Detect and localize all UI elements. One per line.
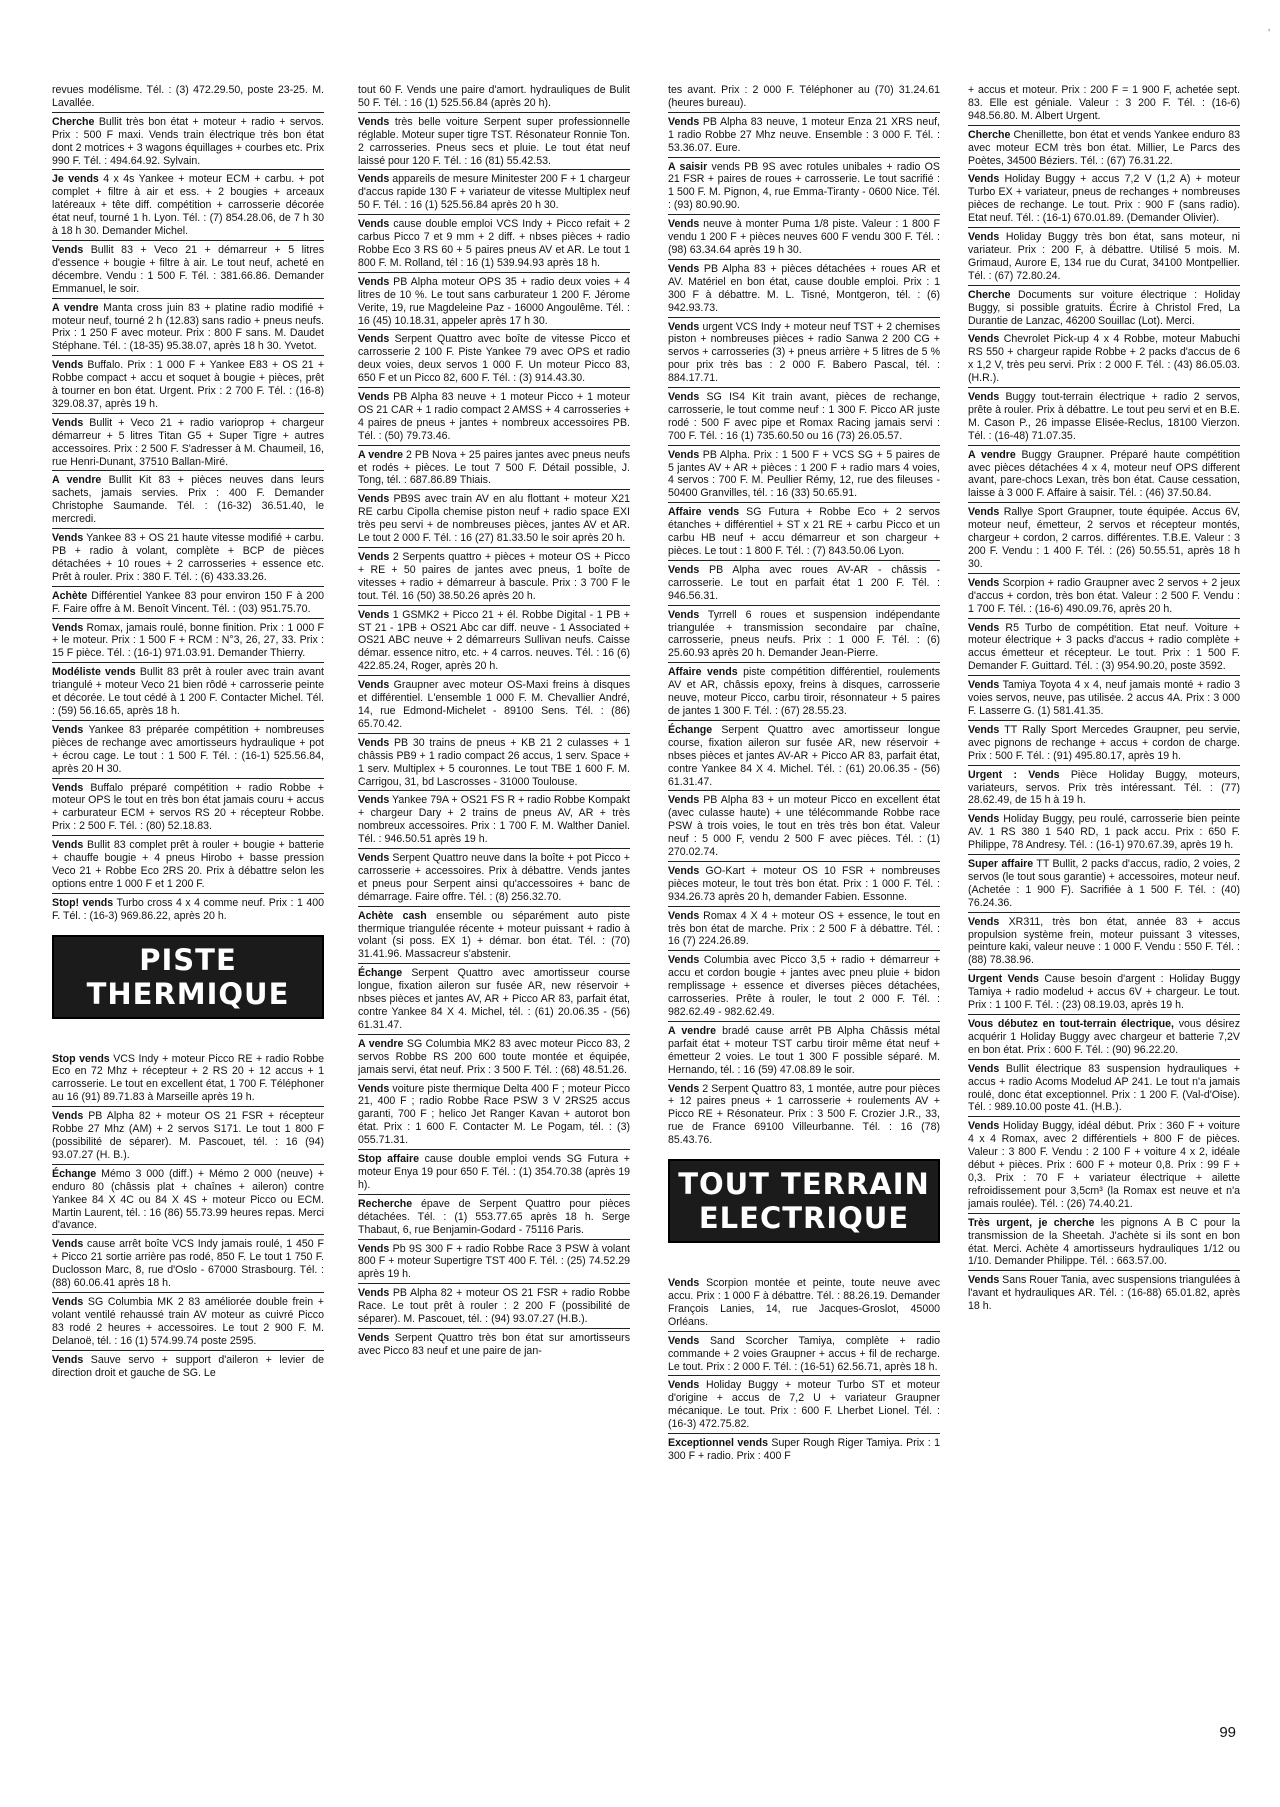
ad-text: Holiday Buggy + accus 7,2 V (1,2 A) + moteur Turbo EX + variateur, pneus de rechanges + nombreuses pièces de rechange. Le tout. Prix : 900 F (sans radio). Etat neuf. Tél. : (16-1) 670.01.89. (Demander Olivier). — [968, 173, 1240, 225]
ad-heading: Vends — [968, 173, 1000, 186]
classified-ad — [358, 852, 630, 907]
ad-heading: Vends — [968, 679, 1000, 692]
classified-ad — [52, 1168, 324, 1236]
ad-heading: Vends — [358, 115, 390, 128]
ad-text: Manta cross juin 83 + platine radio modifié + moteur neuf, tourné 2 h (12.83) sans radio + pneus neufs. Prix : 1 250 F avec moteur. Prix : 800 F sans. M. Daudet Stéphane. Tél. : (18-35) 95.38.07, après 18 h 30. Yvetot. — [52, 301, 324, 353]
classified-ad — [968, 506, 1240, 574]
ad-text: vends PB 9S avec rotules unibales + radio OS 21 FSR + paires de roues + carrosserie. Le tout sacrifié : 1 500 F. M. Pignon, 4, rue Emma-Tiranty - 0600 Nice. Tél. : (93) 80.90.90. — [668, 160, 940, 212]
classified-ad — [358, 173, 630, 215]
ad-text: Bullit Kit 83 + pièces neuves dans leurs sachets, jamais servies. Prix : 400 F. Demander Christophe Saumande. Tél. : (16-32) 36.51.40, le mercredi. — [52, 474, 324, 526]
ad-heading: Vends — [358, 173, 390, 186]
classified-ad — [52, 782, 324, 837]
ad-text: VCS Indy + moteur Picco RE + radio Robbe Eco en 72 Mhz + récepteur + 2 RS 20 + 12 accus + 1 carrosserie. Le tout en excellent état, 1 700 F. Téléphoner au 16 (91) 89.71.83 à Marseille après 19 h. — [52, 1052, 324, 1104]
ad-text: Bullit très bon état + moteur + radio + servos. Prix : 500 F maxi. Vends train électrique très bon état dont 2 motrices + 3 wagons équillages + courbes etc. Prix 990 F. Tél. : 494.64.92. Sylvain. — [52, 115, 324, 167]
ad-heading: Vends — [358, 1331, 390, 1344]
ad-text: revues modélisme. Tél. : (3) 472.29.50, poste 23-25. M. Lavallée. — [52, 84, 324, 109]
classified-ad — [52, 1053, 324, 1108]
ad-text: Bullit électrique 83 suspension hydrauliques + accus + radio Acoms Modelud AP 241. Le tout n'a jamais roulé, donc état exceptionnel. Prix : 1 200 F. (Val-d'Oise). Tél. : 989.10.00 poste 41. (H.B.). — [968, 1062, 1240, 1114]
classified-ad — [668, 1379, 940, 1434]
ad-text: Différentiel Yankee 83 pour environ 150 F à 200 F. Faire offre à M. Benoît Vincent. Tél. : (03) 951.75.70. — [52, 589, 324, 615]
ad-text: PB Alpha 82 + moteur OS 21 FSR + récepteur Robbe 27 Mhz (AM) + 2 servos S171. Le tout 1 800 F (possibilité de séparer). M. Pascouet, tél. : 16 (94) 93.07.27 (H. B.). — [52, 1110, 324, 1161]
classified-ad — [358, 333, 630, 388]
ad-heading: Vends — [968, 1120, 1000, 1133]
classified-ad — [358, 1287, 630, 1329]
ad-heading: Recherche — [358, 1197, 413, 1210]
ad-heading: Vends — [668, 1277, 700, 1290]
ad-heading: Vends — [968, 915, 1000, 928]
classified-group — [52, 1053, 324, 1382]
ad-text: Romax 4 X 4 + moteur OS + essence, le tout en très bon état de marche. Prix : 2 500 F à débattre. Tél. : 16 (7) 224.26.89. — [668, 909, 940, 948]
ad-heading: Vends — [358, 794, 390, 807]
classified-ad — [358, 493, 630, 548]
ad-text: XR311, très bon état, année 83 + accus propulsion système frein, moteur puissant 3 vitesses, peinture kaki, valeur neuve : 1 000 F. Vendu : 550 F. Tél. : (88) 78.38.96. — [968, 915, 1240, 967]
ad-text: PB Alpha avec roues AV-AR - châssis - carrosserie. Le tout en parfait état 1 200 F. Tél. : 946.56.31. — [668, 563, 940, 602]
ad-text: 2 PB Nova + 25 paires jantes avec pneus neufs et rodés + pièces. Le tout 7 500 F. Détail possible, J. Tong, tél. : 687.86.89 Thiais. — [358, 448, 630, 487]
classified-ad — [52, 474, 324, 529]
classified-ad — [968, 577, 1240, 619]
ad-text: voiture piste thermique Delta 400 F ; moteur Picco 21, 400 F ; radio Robbe Race PSW 3 V 2RS25 accus garanti, 700 F ; helico Jet Ranger Kavan + autorot bon état. Prix : 1 600 F. Contacter M. Le Pogam, tél. : (3) 055.71.31. — [358, 1082, 630, 1147]
ad-text: Serpent Quattro avec amortisseur course longue, fixation aileron sur fusée AR, new réservoir + nbses pièces et jantes AV, AR + Picco AR 83, parfait état, contre Yankee 84 X 4. Michel, tél. : (61) 20.06.35 - (56) 61.31.47. — [358, 967, 630, 1031]
ad-heading: Vends — [668, 1334, 700, 1347]
ad-heading: Vends — [52, 359, 84, 372]
ad-heading: Vends — [358, 608, 390, 621]
ad-heading: Vends — [668, 218, 700, 231]
ad-heading: Super affaire — [968, 858, 1034, 871]
ad-text: Pièce Holiday Buggy, moteurs, variateurs, servos. Prix très intéressant. Tél. : (77) 28.62.49, de 15 h à 19 h. — [968, 768, 1240, 807]
ad-text: SG IS4 Kit train avant, pièces de rechange, carrosserie, le tout comme neuf : 1 300 F. Picco AR juste rodé : 500 F avec pipe et Romax Racing jamais servi : 700 F. Tél. : 16 (1) 735.60.50 ou 16 (73) 26.05.57. — [668, 391, 940, 442]
ad-heading: Échange — [52, 1167, 97, 1180]
ad-text: vous désirez acquérir 1 Holiday Buggy avec chargeur et batterie 7,2V en bon état. Prix : 600 F. Tél. : (90) 96.22.20. — [968, 1018, 1240, 1056]
ad-heading: Vends — [358, 218, 390, 231]
classified-ad — [52, 897, 324, 925]
classified-ad — [358, 218, 630, 273]
ad-text: SG Futura + Robbe Eco + 2 servos étanches + différentiel + ST x 21 RE + carbu Picco et un carbu HB neuf + accu démarreur et son chargeur + pièces. Le tout : 1 800 F. Tél. : (7) 843.50.06 Lyon. — [668, 506, 940, 557]
classified-ad — [968, 333, 1240, 388]
classified-ad — [668, 954, 940, 1022]
classified-ad — [358, 84, 630, 113]
page-number: 99 — [1219, 1724, 1236, 1741]
classified-ad — [358, 737, 630, 792]
ad-heading: Vends — [52, 723, 84, 736]
ad-heading: Je vends — [52, 173, 99, 186]
ad-text: Buggy Graupner. Préparé haute compétition avec pièces détachées 4 x 4, moteur neuf OPS different avant, pare-chocs Lexan, très bon état. Cause cessation, laisse à 3 000 F. Affaire à saisir. Tél. : (46) 37.50.84. — [968, 448, 1240, 500]
classified-ad — [358, 910, 630, 965]
classified-ad — [52, 84, 324, 113]
ad-heading: Urgent Vends — [968, 973, 1039, 986]
ad-heading: Vends — [358, 333, 390, 346]
ad-text: Bullit 83 prêt à rouler avec train avant triangulé + moteur Veco 21 bien rôdé + carrosserie peinte et décorée. Le tout cédé à 1 200 F. Contacter Michel. Tél. : (59) 56.16.65, après 18 h. — [52, 666, 324, 717]
ad-text: piste compétition différentiel, roulements AV et AR, châssis epoxy, freins à disques, carrosserie neuve, moteur Picco, carbu tiroir, résonnateur + 5 paires de jantes 1 300 F. Tél. : (67) 28.55.23. — [668, 666, 940, 717]
classified-ad — [968, 449, 1240, 504]
ad-text: ensemble ou séparément auto piste thermique triangulée récente + moteur puissant + radio à volant (si poss. EX 1) + démar. bon état. Tél. : (70) 31.41.96. Massacreur s'abstenir. — [358, 909, 630, 961]
ad-heading: Vends — [52, 532, 84, 545]
ad-text: Super Rough Riger Tamiya. Prix : 1 300 F + radio. Prix : 400 F — [668, 1437, 940, 1462]
ad-heading: Vends — [358, 736, 390, 749]
ad-text: cause arrêt boîte VCS Indy jamais roulé, 1 450 F + Picco 21 sortie arrière pas rodé, 850 F. Le tout 1 750 F. Duclosson Marc, 8, rue d'Oslo - 67000 Strasbourg. Tél. : (88) 60.06.41 après 18 h. — [52, 1238, 324, 1290]
column-1 — [52, 84, 324, 1680]
ad-heading: Vends — [358, 493, 390, 506]
section-banner-piste-thermique — [52, 935, 324, 1019]
classified-ad — [52, 244, 324, 299]
ad-heading: Vends — [968, 1062, 1000, 1075]
ad-text: cause double emploi VCS Indy + Picco refait + 2 carbus Picco 7 et 9 mm + 2 diff. + nbses pièces + radio Robbe Eco 3 RS 60 + 5 paires pneus AV et AR. Le tout 1 800 F. M. Rolland, tél : 16 (1) 539.94.93 après 18 h. — [358, 218, 630, 269]
classified-ad — [968, 129, 1240, 171]
ad-heading: Stop vends — [52, 1052, 110, 1065]
ad-text: Sauve servo + support d'aileron + levier de direction droit et gauche de SG. Le — [52, 1353, 324, 1379]
ad-text: PB Alpha moteur OPS 35 + radio deux voies + 4 litres de 10 %. Le tout sans carburateur 1 200 F. Jérome Verite, 19, rue Magdeleine Paz - 16000 Angoulême. Tél. : 16 (45) 10.18.31, appeler après 17 h 30. — [358, 275, 630, 327]
banner-line: TOUT TERRAIN — [678, 1167, 930, 1202]
ad-heading: Exceptionnel vends — [668, 1437, 768, 1450]
ad-text: épave de Serpent Quattro pour pièces détachées. Tél. : (1) 553.77.65 après 18 h. Serge Thabaut, 6, rue Benjamin-Godard - 75116 Paris. — [358, 1197, 630, 1236]
ad-text: Turbo cross 4 x 4 comme neuf. Prix : 1 400 F. Tél. : (16-3) 969.86.22, après 20 h. — [52, 896, 324, 922]
ad-text: 2 Serpents quattro + pièces + moteur OS + Picco + RE + 50 paires de jantes avec pneus, 1 boîte de vitesses + radio + démarreur à bascule. Prix : 3 700 F le tout. Tél. 16 (50) 38.50.26 après 20 h. — [358, 551, 630, 602]
ad-heading: Vends — [52, 243, 84, 256]
classified-ad — [358, 1083, 630, 1151]
classified-ad — [358, 609, 630, 677]
ad-text: Yankee 83 + OS 21 haute vitesse modifié + carbu. PB + radio à volant, complète + BCP de pièces détachées + 10 roues + 2 carrosseries + essence etc. Prêt à rouler. Prix : 380 F. Tél. : (6) 433.33.26. — [52, 532, 324, 583]
ad-heading: Vends — [52, 1110, 84, 1123]
ad-heading: Cherche — [52, 115, 95, 128]
ad-text: + accus et moteur. Prix : 200 F = 1 900 F, achetée sept. 83. Elle est géniale. Valeur : 3 200 F. Tél. : (16-6) 948.56.80. M. Albert Urgent. — [968, 84, 1240, 122]
ad-text: Buffalo préparé compétition + radio Robbe + moteur OPS le tout en très bon état jamais couru + accus + carburateur ECM + servos RS 20 + récepteur Robbe. Prix : 2 500 F. Tél. : (80) 52.18.83. — [52, 781, 324, 833]
ad-heading: Cherche — [968, 128, 1011, 141]
ad-heading: Achète cash — [358, 909, 427, 922]
ad-text: TT Bullit, 2 packs d'accus, radio, 2 voies, 2 servos (le tout sous garantie) + accessoires, moteur neuf. (Achetée : 1 900 F). Sacrifiée à 1 500 F. Tél. : (40) 76.24.36. — [968, 858, 1240, 909]
ad-text: PB Alpha 82 + moteur OS 21 FSR + radio Robbe Race. Le tout prêt à rouler : 2 200 F (possibilité de séparer). M. Pascouet, tél. : (94) 93.07.27 (H.B.). — [358, 1287, 630, 1326]
ad-heading: Vends — [968, 1274, 1000, 1287]
classified-ad — [358, 276, 630, 331]
ad-text: TT Rally Sport Mercedes Graupner, peu servie, avec pignons de rechange + accus + cordon de charge. Prix : 500 F. Tél. : (91) 495.80.17, après 19 h. — [968, 723, 1240, 762]
ad-heading: Vends — [358, 852, 390, 865]
ad-text: Yankee 83 préparée compétition + nombreuses pièces de rechange avec amortisseurs hydraulique + pot + écrou cage. Le tout : 1 500 F. Tél. : (16-1) 525.56.84, après 20 H 30. — [52, 723, 324, 775]
ad-heading: Vends — [668, 262, 700, 275]
ad-text: PB Alpha. Prix : 1 500 F + VCS SG + 5 paires de 5 jantes AV + AR + pièces : 1 200 F + radio mars 4 voies, 4 servos : 700 F. M. Peullier Rémy, 12, rue des fileuses - 50400 Granvilles, tél. : 16 (33) 50.65.91. — [668, 448, 940, 500]
ad-text: Yankee 79A + OS21 FS R + radio Robbe Kompakt + chargeur Dary + 2 trains de pneus AV, AR + très nombreux accessoires. Prix : 1 700 F. M. Walther Daniel. Tél. : 946.50.51 après 19 h. — [358, 794, 630, 846]
ad-heading: A vendre — [52, 474, 102, 487]
ad-text: Holiday Buggy, idéal début. Prix : 360 F + voiture 4 x 4 Romax, avec 2 différentiels + 800 F de pièces. Valeur : 3 800 F. Vendu : 2 100 F + voiture 4 x 2, idéale début + pièces. Prix : 600 F + moteur 0,8. Prix : 99 F + 0,3. Prix : 70 F + variateur électrique + ailette refroidissement pour 3,5cm³ (la Romax est neuve et n'a jamais roulée). Tél. : (26) 74.40.21. — [968, 1120, 1240, 1210]
classified-ad — [358, 679, 630, 734]
ad-text: Serpent Quattro neuve dans la boîte + pot Picco + carrosserie + accessoires. Prix à débattre. Vends jantes et pneus pour Serpent ainsi qu'accessoires + banc de démarrage. Faire offre. Tél. : (8) 256.32.70. — [358, 852, 630, 903]
ad-text: urgent VCS Indy + moteur neuf TST + 2 chemises piston + nombreuses pièces + radio Sanwa 2 200 CG + servos + carrosseries (3) + pneus arrière + 5 litres de 5 % pour prix très bas : 2 000 F. Babero Pascal, tél. : 884.17.71. — [668, 320, 940, 385]
ad-heading: Urgent : Vends — [968, 768, 1060, 781]
ad-heading: Vends — [668, 320, 700, 333]
classified-ad — [52, 1238, 324, 1293]
classified-ad — [668, 794, 940, 862]
classified-ad — [668, 449, 940, 504]
classified-ad — [968, 84, 1240, 126]
ad-text: Buffalo. Prix : 1 000 F + Yankee E83 + OS 21 + Robbe compact + accu et soquet à bougie + pièces, prêt à tourner en bon état. Urgent. Prix : 2 700 F. Tél. : (16-8) 329.08.37, après 19 h. — [52, 359, 324, 410]
ad-text: les pignons A B C pour la transmission de la Sheetah. J'achète si ils sont en bon état. Merci. Achète 4 amortisseurs hydrauliques 1/12 ou 1/10. Demander Philippe. Tél. : 663.57.00. — [968, 1216, 1240, 1268]
classified-ad — [52, 359, 324, 414]
ad-text: neuve à monter Puma 1/8 piste. Valeur : 1 800 F vendu 1 200 F + pièces neuves 600 F vendu 300 F. Tél. : (98) 63.34.64 après 19 h 30. — [668, 218, 940, 256]
ad-text: cause double emploi vends SG Futura + moteur Enya 19 pour 650 F. Tél. : (1) 354.70.38 (après 19 h). — [358, 1153, 630, 1191]
ad-heading: Vends — [668, 1379, 700, 1392]
ad-text: PB Alpha 83 + pièces détachées + roues AR et AV. Matériel en bon état, cause double emploi. Prix : 1 300 F à débattre. M. L. Tisné, Montgeron, tél. : (6) 942.93.73. — [668, 262, 940, 314]
classified-ad — [668, 1083, 940, 1150]
ad-text: Holiday Buggy, peu roulé, carrosserie bien peinte AV. 1 RS 380 1 540 RD, 1 pack accu. Prix : 650 F. Philippe, 78 Andresy. Tél. : (16-1) 970.67.39, après 19 h. — [968, 813, 1240, 852]
ad-text: GO-Kart + moteur OS 10 FSR + nombreuses pièces moteur, le tout très bon état. Prix : 1 000 F. Tél. : 934.26.73 après 20 h, demander Fabien. Essonne. — [668, 864, 940, 903]
ad-text: Mémo 3 000 (diff.) + Mémo 2 000 (neuve) + enduro 80 (châssis plat + chaînes + aileron) contre Yankee 84 X 4C ou 84 X 4S + moteur Picco ou ECM. Martin Laurent, tél. : 16 (86) 55.73.99 heures repas. Merci d'avance. — [52, 1167, 324, 1232]
ad-heading: Échange — [358, 967, 403, 980]
classified-ad — [968, 1018, 1240, 1060]
classified-ad — [52, 1296, 324, 1351]
ad-heading: Vends — [52, 839, 84, 852]
ad-text: très belle voiture Serpent super professionnelle réglable. Moteur super tigre TST. Résonateur Ronnie Ton. 2 carrosseries. Pneus secs et pluie. Le tout état neuf laissé pour 120 F. Tél. : 16 (81) 55.42.53. — [358, 115, 630, 167]
banner-line: ELECTRIQUE — [698, 1201, 910, 1236]
ad-heading: Vends — [358, 391, 390, 404]
ad-heading: Vends — [968, 813, 1000, 826]
classified-group — [52, 84, 324, 925]
classified-ad — [668, 1277, 940, 1332]
ad-text: 1 GSMK2 + Picco 21 + él. Robbe Digital - 1 PB + ST 21 - 1PB + OS21 Abc car diff. neuve - 1 Associated + OS21 ABC neuve + 2 démarreurs Sullivan neufs. Caisse démar. essence nitro, etc. + 4 carros. neuves. Tél. : 16 (6) 422.85.24, Roger, après 20 h. — [358, 608, 630, 673]
classified-group — [668, 1277, 940, 1465]
ad-heading: Vends — [968, 231, 1000, 244]
ad-heading: Vous débutez en tout-terrain électrique, — [968, 1018, 1174, 1030]
classified-ad — [668, 724, 940, 792]
ad-text: bradé cause arrêt PB Alpha Châssis métal parfait état + moteur TST carbu tiroir même état neuf + émetteur 2 voies. Le tout 1 300 F possible séparé. M. Hernando, tél. : 16 (59) 47.08.89 le soir. — [668, 1024, 940, 1076]
ad-text: Holiday Buggy très bon état, sans moteur, ni variateur. Prix : 200 F, à débattre. Utilisé 5 mois. M. Grimaud, Aurore E, 134 rue du Curat, 34100 Montpellier. Tél. : (67) 72.80.24. — [968, 231, 1240, 282]
classified-ad — [668, 609, 940, 664]
ad-heading: Vends — [968, 391, 1000, 404]
ad-heading: Vends — [668, 448, 700, 461]
ad-heading: Affaire vends — [668, 666, 738, 679]
classified-ad — [52, 724, 324, 779]
banner-line: THERMIQUE — [86, 976, 290, 1011]
classified-ad — [668, 1025, 940, 1080]
ad-text: PB9S avec train AV en alu flottant + moteur X21 RE carbu Cipolla chemise piston neuf + radio space EXI très peu servi + de nombreuses pièces, jantes AV et AR. Le tout 2 000 F. Tél. : 16 (27) 81.33.50 le soir après 20 h. — [358, 493, 630, 545]
ad-heading: Vends — [968, 723, 1000, 736]
ad-text: SG Columbia MK 2 83 améliorée double frein + volant ventilé rehaussé train AV moteur as cuivré Picco 83 rodé 2 heures + accessoires. Le tout 2 900 F. M. Delanoë, tél. : 16 (1) 574.99.74 poste 2595. — [52, 1295, 324, 1347]
ad-text: Buggy tout-terrain électrique + radio 2 servos, prête à rouler. Prix à débattre. Le tout peu servi et en B.E. M. Cason P., 26 impasse Elisée-Reclus, 18100 Vierzon. Tél. : (16-48) 71.07.35. — [968, 391, 1240, 442]
classified-ad — [358, 1038, 630, 1080]
ad-heading: A vendre — [52, 301, 99, 314]
classified-ad — [358, 551, 630, 606]
ad-text: R5 Turbo de compétition. Etat neuf. Voiture + moteur électrique + 3 packs d'accus + radio complète + accus émetteur et récepteur. Le tout. Prix : 1 500 F. Demander F. Guittard. Tél. : (3) 954.90.20, poste 3592. — [968, 621, 1240, 673]
ad-heading: Vends — [668, 115, 700, 128]
classified-ad — [358, 1243, 630, 1285]
classified-ad — [52, 302, 324, 357]
classified-ad — [52, 839, 324, 894]
ad-heading: A vendre — [668, 1024, 717, 1037]
ad-heading: A saisir — [668, 160, 708, 173]
ad-heading: Vends — [668, 909, 700, 922]
classified-ad — [52, 590, 324, 619]
classified-ad — [668, 564, 940, 606]
ad-heading: Vends — [358, 275, 390, 288]
classified-ad — [668, 865, 940, 907]
classified-ad — [668, 910, 940, 952]
ad-text: appareils de mesure Minitester 200 F + 1 chargeur d'accus rapide 130 F + variateur de vitesse Multiplex neuf 50 F. Tél. : 16 (1) 525.56.84 après 20 h 30. — [358, 173, 630, 212]
ad-text: Tyrrell 6 roues et suspension indépendante triangulée + transmission secondaire par chaîne, carrosserie, pneus neufs. Prix : 1 000 F. Tél. : (6) 25.60.93 après 20 h. Demander Jean-Pierre. — [668, 608, 940, 660]
ad-text: Bullit 83 complet prêt à rouler + bougie + batterie + chauffe bougie + 4 pneus Hirobo + basse pression Veco 21 + Robbe Eco 2RS 20. Prix à débattre selon les options entre 1 000 F et 1 200 F. — [52, 839, 324, 890]
classified-ad — [968, 813, 1240, 855]
classified-ad — [968, 1274, 1240, 1315]
classified-ad — [968, 916, 1240, 971]
ad-heading: Vends — [668, 954, 700, 967]
classified-ad — [668, 1437, 940, 1465]
ad-heading: Vends — [52, 781, 84, 794]
classified-ad — [668, 506, 940, 561]
ad-text: 2 Serpent Quattro 83, 1 montée, autre pour pièces + 12 paires pneus + 1 carrosserie + roulements AV + Picco RE + Résonateur. Prix : 3 500 F. Crozier J.R., 33, rue de France 69100 Villeurbanne. Tél. : 16 (78) 85.43.76. — [668, 1082, 940, 1147]
ad-heading: Vends — [358, 1082, 390, 1095]
classified-ad — [668, 161, 940, 216]
ad-text: Serpent Quattro avec amortisseur longue course, fixation aileron sur fusée AR, new réservoir + nbses pièces et jantes AV-AR + Picco AR 83, parfait état, contre Yankee 84 X 4. Michel. Tél. : (61) 20.06.35 - (56) 61.31.47. — [668, 723, 940, 788]
classified-ad — [358, 449, 630, 491]
ad-text: Pb 9S 300 F + radio Robbe Race 3 PSW à volant 800 F + moteur Supertigre TST 400 F. Tél. : (25) 74.52.29 après 19 h. — [358, 1242, 630, 1281]
ad-text: Serpent Quattro avec boîte de vitesse Picco et carrosserie 2 100 F. Piste Yankee 79 avec OPS et radio deux voies, deux servos 1 000 F. Un moteur Picco 83, 650 F et un Picco 82, 600 F. Tél. : (3) 914.43.30. — [358, 333, 630, 385]
ad-text: Columbia avec Picco 3,5 + radio + démarreur + accu et cordon bougie + jantes avec pneu pluie + bidon remplissage + essence et diverses pièces détachées, carrosseries. Prête à rouler, le tout 2 000 F. Tél. : 982.62.49 - 982.62.49. — [668, 954, 940, 1018]
ad-text: tout 60 F. Vends une paire d'amort. hydrauliques de Bulit 50 F. Tél. : 16 (1) 525.56.84 (après 20 h). — [358, 84, 630, 109]
ad-heading: Vends — [668, 864, 700, 877]
ad-text: Bullit 83 + Veco 21 + démarreur + 5 litres d'essence + bougie + filtre à air. Le tout neuf, acheté en décembre. Vendu : 1 500 F. Tél. : 381.66.86. Demander Emmanuel, le soir. — [52, 243, 324, 295]
ad-text: Serpent Quattro très bon état sur amortisseurs avec Picco 83 neuf et une paire de jan- — [358, 1331, 630, 1357]
section-banner-tout-terrain — [668, 1159, 940, 1243]
classified-ad — [358, 1198, 630, 1240]
ad-heading: Vends — [668, 794, 700, 807]
ad-text: Chevrolet Pick-up 4 x 4 Robbe, moteur Mabuchi RS 550 + chargeur rapide Robbe + 2 packs d'accus de 6 x 1,2 V, très peu servi. Prix : 2 000 F. Tél. : (43) 86.05.03. (H.R.). — [968, 333, 1240, 385]
classified-ad — [52, 622, 324, 664]
ad-heading: Vends — [668, 608, 700, 621]
ad-text: Scorpion montée et peinte, toute neuve avec accu. Prix : 1 000 F à débattre. Tél. : 88.26.19. Demander François Lanies, 14, rue Jacques-Groslot, 45000 Orléans. — [668, 1277, 940, 1328]
ad-text: Cause besoin d'argent : Holiday Buggy Tamiya + radio modelud + accus 6V + chargeur. Le tout. Prix : 1 100 F. Tél. : (23) 08.19.03, après 19 h. — [968, 973, 1240, 1012]
ad-text: Documents sur voiture électrique : Holiday Buggy, si possible gratuits. Écrire à Christol Fred, La Durantie de Lanzac, 46200 Souillac (Lot). Merci. — [968, 288, 1240, 327]
classified-ad — [968, 173, 1240, 228]
classified-ad — [52, 116, 324, 171]
ad-text: Graupner avec moteur OS-Maxi freins à disques et différentiel. L'ensemble 1 000 F. M. Chevallier André, 14, rue Edmond-Michelet - 89100 Sens. Tél. : (86) 65.70.42. — [358, 679, 630, 730]
classified-ad — [968, 391, 1240, 446]
ad-text: PB Alpha 83 neuve, 1 moteur Enza 21 XRS neuf, 1 radio Robbe 27 Mhz neuve. Ensemble : 3 000 F. Tél. : 53.36.07. Eure. — [668, 115, 940, 154]
ad-text: Scorpion + radio Graupner avec 2 servos + 2 jeux d'accus + cordon, très bon état. Valeur : 2 500 F. Vendu : 1 700 F. Tél. : (16-6) 490.09.76, après 20 h. — [968, 576, 1240, 615]
classified-ad — [968, 289, 1240, 331]
classified-ad — [668, 84, 940, 113]
ad-heading: Vends — [358, 1287, 390, 1300]
classified-ad — [52, 1110, 324, 1165]
classified-ad — [668, 666, 940, 721]
ad-heading: Achète — [52, 589, 88, 602]
ad-heading: A vendre — [358, 1037, 404, 1050]
ad-heading: Vends — [968, 333, 1000, 346]
classified-ad — [968, 1217, 1240, 1272]
ad-text: Romax, jamais roulé, bonne finition. Prix : 1 000 F + le moteur. Prix : 1 500 F + RCM : N°3, 26, 27, 33. Prix : 15 F pièce. Tél. : (16-1) 971.03.91. Demander Thierry. — [52, 621, 324, 660]
classified-ad — [52, 532, 324, 587]
classified-ad — [358, 1153, 630, 1195]
classified-ad — [968, 973, 1240, 1015]
classified-group — [358, 84, 630, 1360]
ad-heading: Très urgent, je cherche — [968, 1216, 1095, 1229]
ad-heading: Vends — [968, 621, 1000, 634]
ad-heading: Vends — [668, 563, 700, 576]
ad-heading: A vendre — [358, 448, 403, 461]
classified-group — [968, 84, 1240, 1315]
classified-ad — [668, 391, 940, 446]
classified-ad — [52, 173, 324, 241]
classified-ad — [968, 231, 1240, 286]
ad-heading: Vends — [968, 576, 1000, 589]
ad-text: Tamiya Toyota 4 x 4, neuf jamais monté + radio 3 voies servos, neuve, pas utilisée. 2 accus 4A. Prix : 3 000 F. Lasserre G. (1) 581.41.35. — [968, 679, 1240, 717]
ad-heading: Échange — [668, 723, 713, 736]
classified-ad — [968, 1120, 1240, 1213]
ad-heading: Vends — [52, 1295, 84, 1308]
ad-text: PB Alpha 83 + un moteur Picco en excellent état (avec culasse haute) + une télécommande Robbe race PSW à trois voies, le tout en très très bon état. Valeur neuf : 5 000 F, vendu 2 500 F avec pièces. Tél. : (1) 270.02.74. — [668, 794, 940, 859]
ad-text: Sand Scorcher Tamiya, complète + radio commande + 2 voies Graupner + accus + fil de recharge. Le tout. Prix : 2 000 F. Tél. : (16-51) 62.56.71, après 18 h. — [668, 1334, 940, 1373]
classified-ad — [52, 666, 324, 721]
classified-ad — [52, 417, 324, 472]
classified-ad — [968, 769, 1240, 811]
ad-heading: A vendre — [968, 448, 1016, 461]
ad-text: Sans Rouer Tania, avec suspensions triangulées à l'avant et hydrauliques AR. Tél. : (16-88) 65.01.82, après 18 h. — [968, 1274, 1240, 1313]
ad-text: Chenillette, bon état et vends Yankee enduro 83 avec moteur ECM très bon état. Millier, Le Parcs des Poètes, 34500 Béziers. Tél. : (67) 76.31.22. — [968, 128, 1240, 167]
ad-text: Bullit + Veco 21 + radio varioprop + chargeur démarreur + 5 litres Titan G5 + Super Tigre + autres accessoires. Prix : 2 500 F. S'adresser à M. Chaumeil, 16, rue Henri-Dunant, 37510 Ballan-Miré. — [52, 416, 324, 468]
ad-text: tes avant. Prix : 2 000 F. Téléphoner au (70) 31.24.61 (heures bureau). — [668, 84, 940, 109]
ad-heading: Vends — [52, 1353, 84, 1366]
classified-ad — [968, 679, 1240, 721]
ad-heading: Cherche — [968, 288, 1011, 301]
classified-ad — [668, 116, 940, 158]
ad-heading: Vends — [358, 679, 390, 692]
classified-ad — [358, 391, 630, 446]
classified-group — [668, 84, 940, 1149]
ad-heading: Affaire vends — [668, 506, 740, 519]
ad-text: PB 30 trains de pneus + KB 21 2 culasses + 1 châssis PB9 + 1 radio compact 26 accus, 1 serv. Space + 1 serv. Multiplex + 5 couronnes. Le tout TBE 1 600 F. M. Carrigou, 31, bd Lascrosses - 31000 Toulouse. — [358, 736, 630, 788]
ad-text: Rallye Sport Graupner, toute équipée. Accus 6V, moteur neuf, émetteur, 2 servos et récepteur montés, chargeur + cordon, 2 carros. différentes. T.B.E. Valeur : 3 200 F. Vendu : 1 400 F. Tél. : (26) 50.55.51, après 18 h 30. — [968, 506, 1240, 570]
ad-heading: Vends — [668, 391, 700, 404]
classified-ad — [968, 724, 1240, 766]
classified-ad — [358, 794, 630, 849]
classified-ad — [968, 858, 1240, 913]
ad-heading: Vends — [52, 621, 84, 634]
classified-ad — [668, 1335, 940, 1377]
ad-text: SG Columbia MK2 83 avec moteur Picco 83, 2 servos Robbe RS 200 600 toute montée et équipée, jamais servi, état neuf. Prix : 3 500 F. Tél. : (68) 48.51.26. — [358, 1037, 630, 1076]
classified-ad — [358, 1332, 630, 1360]
classified-ad — [968, 622, 1240, 677]
classified-ad — [358, 967, 630, 1035]
corner-mark: ' — [1268, 28, 1270, 39]
classified-ad — [668, 321, 940, 389]
classified-ad — [668, 218, 940, 260]
ad-heading: Modéliste vends — [52, 666, 136, 679]
ad-text: 4 x 4s Yankee + moteur ECM + carbu. + pot complet + filtre à air et ess. + 2 bougies + arceaux latéreaux + tête diff. compétition + carrosserie décorée état neuf, tourné 1 h. Lyon. Tél. : (7) 854.28.06, de 7 h 30 à 18 h 30. Demander Michel. — [52, 173, 324, 238]
classified-ad — [52, 1354, 324, 1382]
ad-heading: Vends — [52, 1238, 84, 1251]
ad-heading: Vends — [358, 1242, 390, 1255]
ad-heading: Stop! vends — [52, 896, 114, 909]
column-3 — [668, 84, 940, 1694]
column-2 — [358, 84, 630, 1680]
ad-text: PB Alpha 83 neuve + 1 moteur Picco + 1 moteur OS 21 CAR + 1 radio compact 2 AMSS + 4 carrosseries + 4 paires de pneus + jantes + nombreux accessoires PB. Tél. : (50) 79.73.46. — [358, 391, 630, 442]
banner-line: PISTE — [139, 942, 237, 977]
classified-ad — [968, 1063, 1240, 1118]
column-4 — [968, 84, 1240, 1700]
ad-text: Holiday Buggy + moteur Turbo ST et moteur d'origine + accus de 7,2 U + variateur Graupner mécanique. Le tout. Prix : 600 F. Lherbet Lionel. Tél. : (16-3) 472.75.82. — [668, 1379, 940, 1431]
ad-heading: Stop affaire — [358, 1153, 419, 1166]
classified-ad — [668, 263, 940, 318]
ad-heading: Vends — [968, 506, 1000, 519]
ad-heading: Vends — [52, 416, 84, 429]
ad-heading: Vends — [358, 551, 390, 563]
classified-ad — [358, 116, 630, 171]
ad-heading: Vends — [668, 1082, 700, 1095]
